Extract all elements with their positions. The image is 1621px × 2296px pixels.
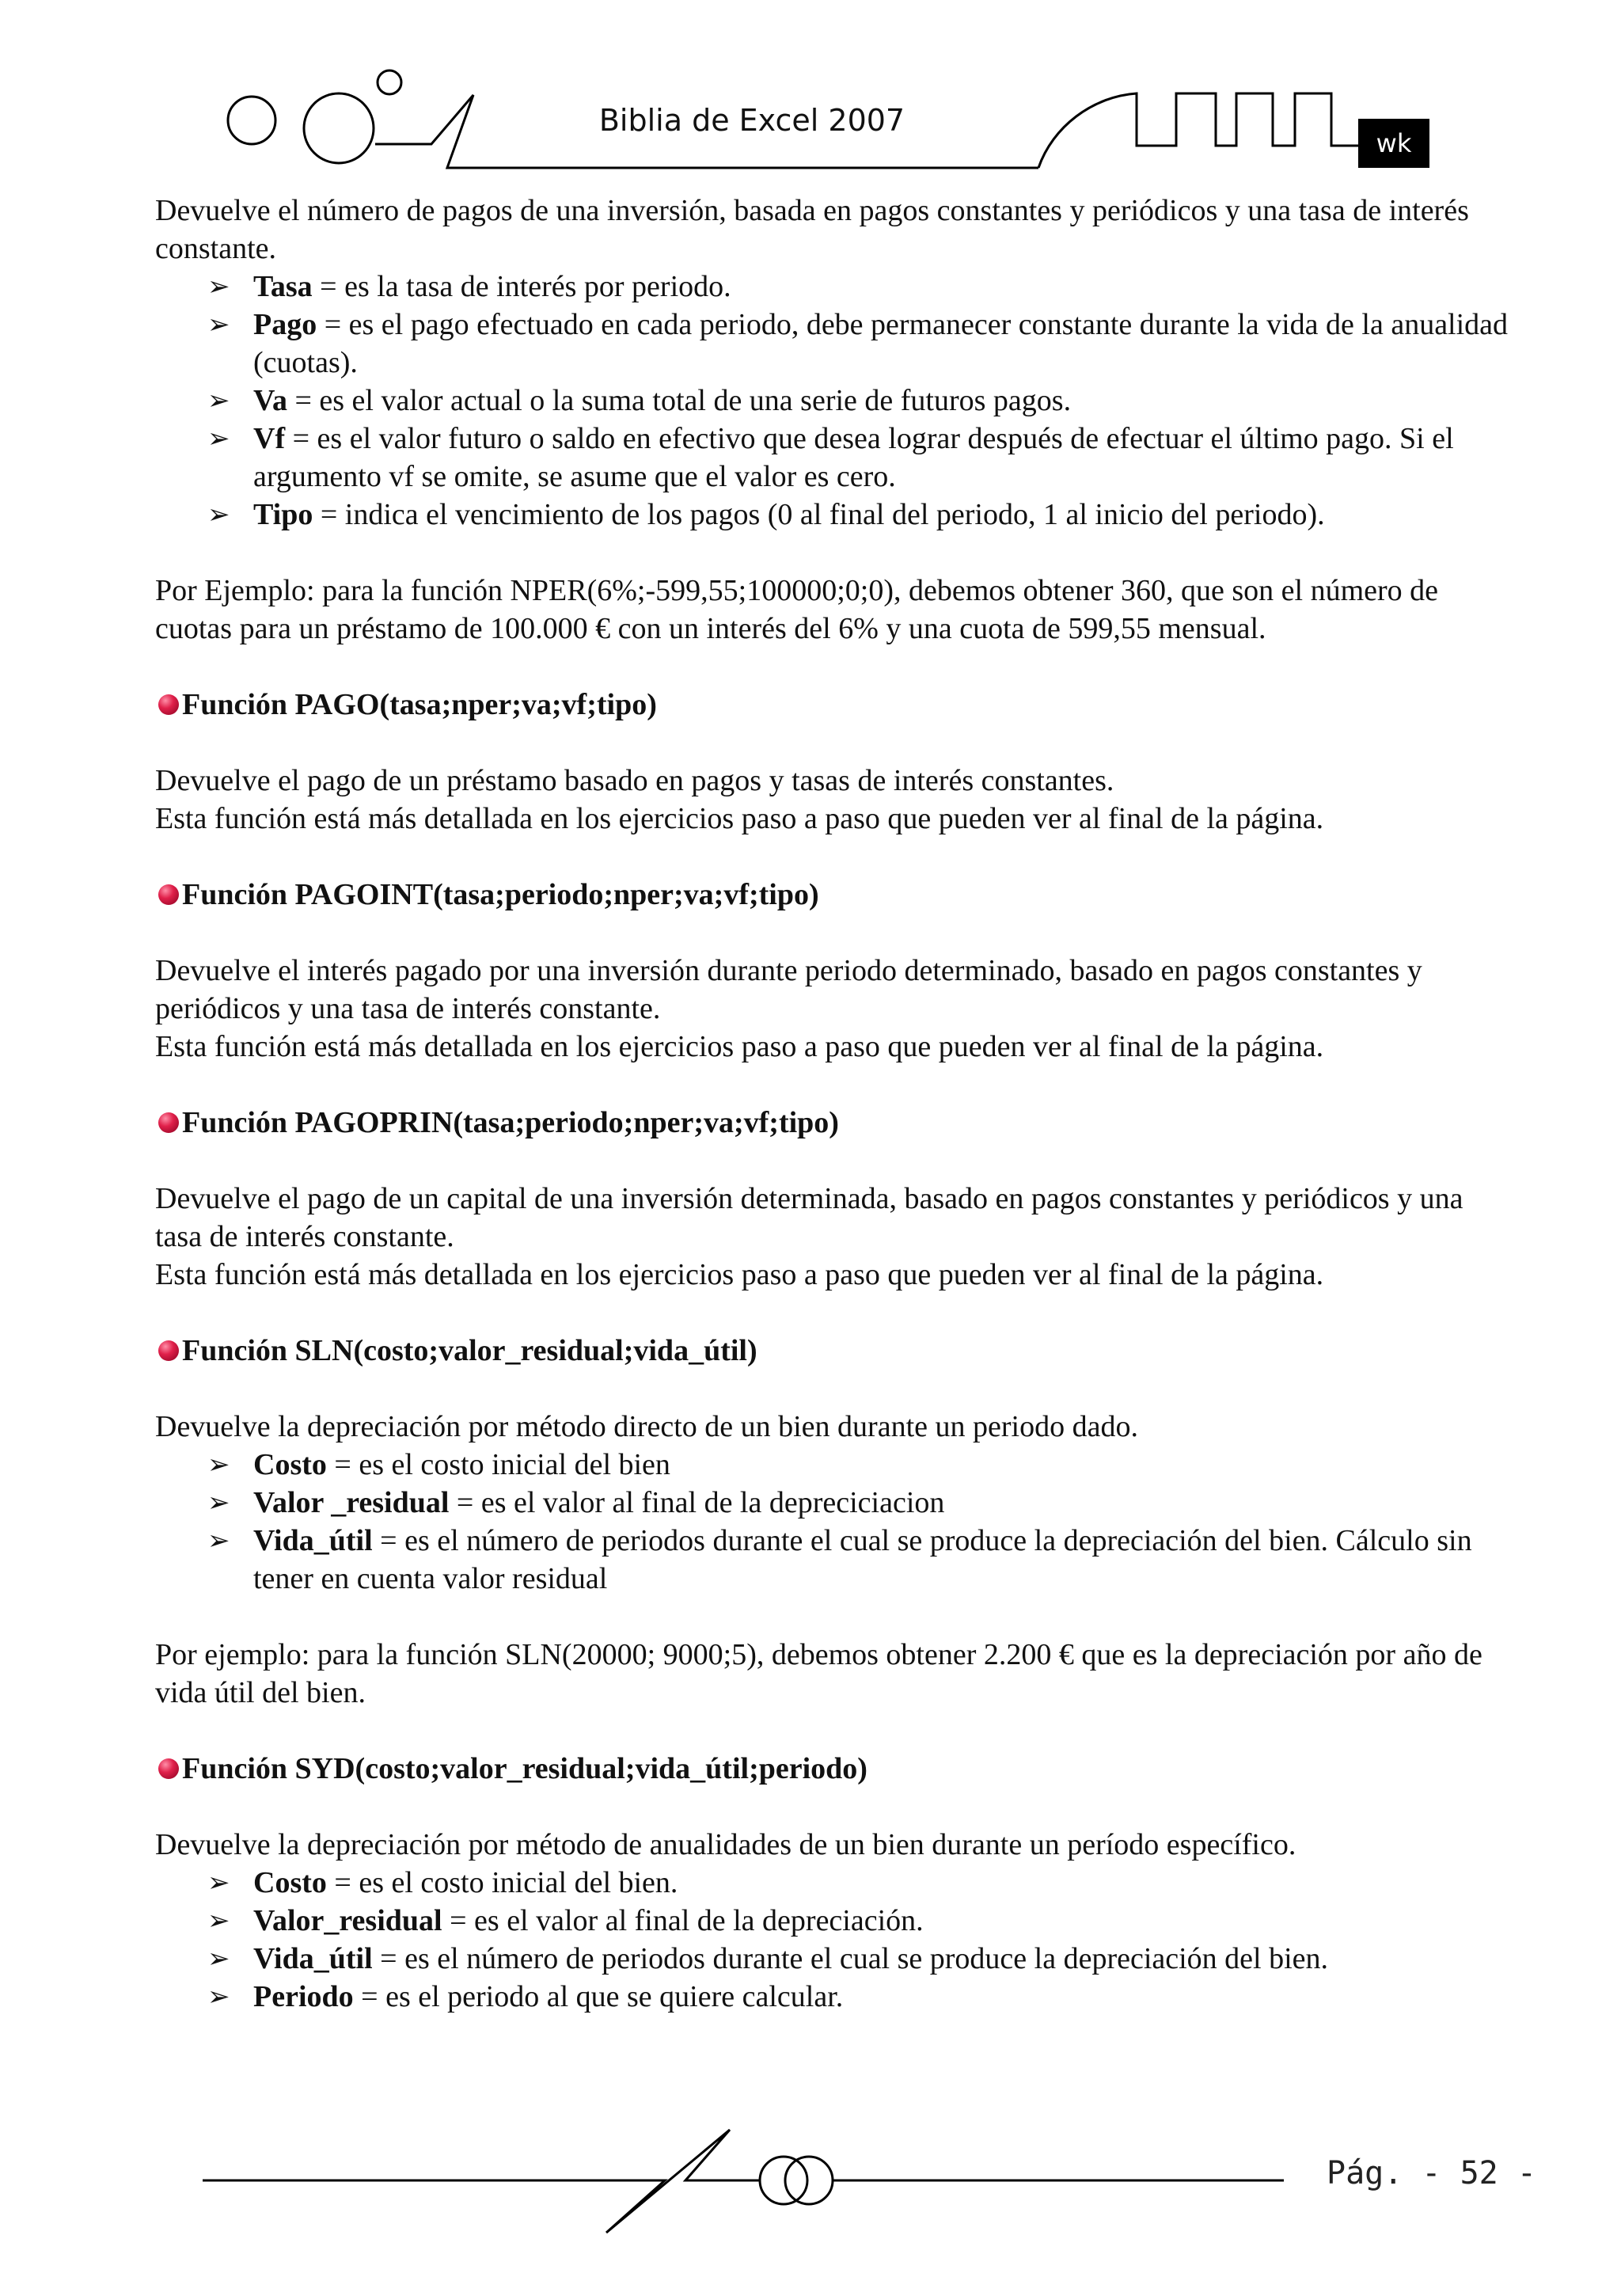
intro-example: Por Ejemplo: para la función NPER(6%;-599,55;100000;0;0), debemos obtener 360, que son el número de cuotas para un préstamo de 100.000 € con un interés del 6% y una cuota de 599,55 mensual. (155, 574, 1439, 645)
bullet-text: = es el costo inicial del bien (326, 1448, 670, 1481)
arrow-bullet-icon: ➢ (207, 1943, 230, 1975)
section-line: Esta función está más detallada en los ejercicios paso a paso que pueden ver al final de la página. (155, 802, 1324, 835)
bullet-text: = es el valor al final de la depreciciacion (449, 1486, 945, 1519)
section-heading-text: Función SLN(costo;valor_residual;vida_útil) (182, 1334, 757, 1367)
section-heading-sln (155, 1332, 1517, 1370)
bullet-text: = es el costo inicial del bien. (326, 1866, 678, 1899)
header-circle-large-icon (228, 97, 275, 144)
section-line: Devuelve el pago de un préstamo basado en pagos y tasas de interés constantes. (155, 764, 1114, 797)
header-right-wave (1038, 93, 1358, 168)
arrow-bullet-icon: ➢ (207, 1981, 230, 2013)
section-heading-syd (155, 1750, 1517, 1788)
arrow-bullet-icon: ➢ (207, 1449, 230, 1481)
syd-bullet-list (155, 1864, 1517, 2016)
section-line: Devuelve el pago de un capital de una inversión determinada, basado en pagos constantes y periódicos y una tasa de interés constante. (155, 1182, 1463, 1253)
bullet-term: Pago (253, 308, 317, 341)
section-heading-pagoint (155, 876, 1517, 914)
bullet-text: = es el número de periodos durante el cual se produce la depreciación del bien. Cálculo sin tener en cuenta valor residual (253, 1524, 1472, 1595)
red-ball-bullet-icon (158, 694, 179, 715)
intro-paragraph: Devuelve el número de pagos de una inversión, basada en pagos constantes y periódicos y una tasa de interés constante. (155, 194, 1469, 265)
page-number: Pág. - 52 - (1327, 2155, 1536, 2191)
bullet-text: = indica el vencimiento de los pagos (0 al final del periodo, 1 al inicio del periodo). (313, 498, 1325, 531)
section-heading-text: Función SYD(costo;valor_residual;vida_útil;periodo) (182, 1752, 867, 1785)
list-item (207, 306, 1517, 382)
list-item (207, 1940, 1517, 1978)
arrow-bullet-icon: ➢ (207, 309, 230, 340)
bullet-term: Valor _residual (253, 1486, 450, 1519)
red-ball-bullet-icon (158, 1340, 179, 1361)
header-circle-ring-icon (304, 93, 374, 163)
section-line: Devuelve la depreciación por método de anualidades de un bien durante un período específico. (155, 1828, 1296, 1861)
bullet-term: Costo (253, 1448, 327, 1481)
section-example: Por ejemplo: para la función SLN(20000; 9000;5), debemos obtener 2.200 € que es la depreciación por año de vida útil del bien. (155, 1638, 1482, 1709)
intro-bullet-list (155, 268, 1517, 534)
section-heading-pagoprin (155, 1104, 1517, 1142)
arrow-bullet-icon: ➢ (207, 1867, 230, 1899)
list-item (207, 1902, 1517, 1940)
list-item (207, 382, 1517, 420)
list-item (207, 1484, 1517, 1522)
red-ball-bullet-icon (158, 1112, 179, 1133)
list-item (207, 420, 1517, 496)
bullet-text: = es el pago efectuado en cada periodo, debe permanecer constante durante la vida de la anualidad (cuotas). (253, 308, 1509, 379)
bullet-term: Vida_útil (253, 1524, 373, 1557)
bullet-term: Vf (253, 422, 286, 455)
arrow-bullet-icon: ➢ (207, 423, 230, 454)
footer-circle-right-icon (785, 2157, 833, 2204)
arrow-bullet-icon: ➢ (207, 385, 230, 416)
section-heading-text: Función PAGOPRIN(tasa;periodo;nper;va;vf;tipo) (182, 1106, 839, 1139)
bullet-term: Vida_útil (253, 1942, 373, 1975)
arrow-bullet-icon: ➢ (207, 1905, 230, 1937)
bullet-term: Tasa (253, 270, 313, 303)
arrow-bullet-icon: ➢ (207, 499, 230, 530)
bullet-text: = es el periodo al que se quiere calcular. (353, 1980, 844, 2013)
arrow-bullet-icon: ➢ (207, 1487, 230, 1519)
red-ball-bullet-icon (158, 1758, 179, 1779)
list-item (207, 1978, 1517, 2016)
header-badge: wk (1358, 119, 1429, 168)
red-ball-bullet-icon (158, 884, 179, 905)
arrow-bullet-icon: ➢ (207, 271, 230, 302)
list-item (207, 496, 1517, 534)
list-item (207, 1864, 1517, 1902)
footer-circle-left-icon (760, 2157, 807, 2204)
section-line: Esta función está más detallada en los ejercicios paso a paso que pueden ver al final de la página. (155, 1030, 1324, 1063)
bullet-text: = es el valor futuro o saldo en efectivo que desea lograr después de efectuar el último pago. Si el argumento vf se omite, se asume que el valor es cero. (253, 422, 1454, 493)
list-item (207, 1446, 1517, 1484)
list-item (207, 268, 1517, 306)
section-line: Esta función está más detallada en los ejercicios paso a paso que pueden ver al final de la página. (155, 1258, 1324, 1291)
section-heading-text: Función PAGOINT(tasa;periodo;nper;va;vf;tipo) (182, 878, 819, 911)
bullet-text: = es la tasa de interés por periodo. (312, 270, 731, 303)
bullet-term: Costo (253, 1866, 327, 1899)
bullet-term: Va (253, 384, 287, 417)
header-title: Biblia de Excel 2007 (598, 103, 905, 138)
bullet-text: = es el número de periodos durante el cual se produce la depreciación del bien. (372, 1942, 1329, 1975)
bullet-term: Tipo (253, 498, 313, 531)
list-item (207, 1522, 1517, 1598)
sln-bullet-list (155, 1446, 1517, 1598)
section-line: Devuelve la depreciación por método directo de un bien durante un periodo dado. (155, 1410, 1138, 1443)
bullet-text: = es el valor actual o la suma total de una serie de futuros pagos. (287, 384, 1072, 417)
footer-zigzag-line (203, 2130, 760, 2233)
main-content (155, 192, 1517, 2016)
header-circle-small-icon (378, 70, 401, 94)
section-line: Devuelve el interés pagado por una inversión durante periodo determinado, basado en pagos constantes y periódicos y una tasa de interés constante. (155, 954, 1422, 1025)
bullet-text: = es el valor al final de la depreciación. (442, 1904, 924, 1937)
arrow-bullet-icon: ➢ (207, 1525, 230, 1557)
bullet-term: Valor_residual (253, 1904, 442, 1937)
section-heading-pago (155, 686, 1517, 724)
bullet-term: Periodo (253, 1980, 354, 2013)
section-heading-text: Función PAGO(tasa;nper;va;vf;tipo) (182, 688, 657, 721)
